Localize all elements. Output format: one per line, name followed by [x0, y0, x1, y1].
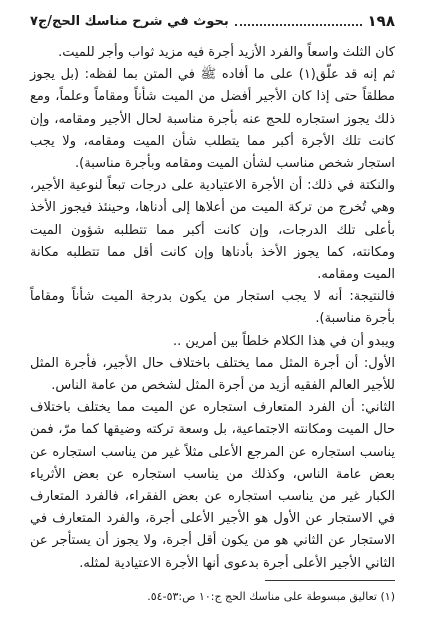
paragraph: كان الثلث واسعاً والفرد الأزيد أجرة فيه مزيد ثواب وأجر للميت.	[58, 45, 395, 60]
paragraph: والنكتة في ذلك: أن الأجرة الاعتيادية على درجات تبعاً لنوعية الأجير، وهي تُخرج من تركة الميت من أعلاها إلى أدناها، وحينئذ فيجوز الأخذ بأعلى تلك الدرجات، وإن كانت أكبر مما تتطلبه شؤون الميت ومكانته، كما يجوز الأخذ بأدناها وإن كانت أقل مما تتطلبه مكانة الميت ومقامه.	[30, 178, 395, 283]
running-title: بحوث في شرح مناسك الحج/ج٧	[30, 13, 229, 29]
paragraph: ثم إنه قد علّق(١) على ما أفاده ﷺ في المتن بما لفظه: (بل يجوز مطلقاً حتى إذا كان الأجير أفضل من الميت شأناً ومقاماً وعلماً، ومع ذلك يجوز استجاره للحج عنه بأجرة مناسبة لحال الأجير ومقامه، وإن كانت تلك الأجرة أكبر مما يتطلب شأن الميت ومقامه، ولا يجب استجار شخص مناسب لشأن الميت ومقامه وبأجرة مناسبة).	[30, 67, 395, 172]
footnote-separator	[265, 580, 395, 581]
paragraph: الأول: أن أجرة المثل مما يختلف باختلاف حال الأجير، فأجرة المثل للأجير العالم الفقيه أزيد من أجرة المثل لشخص من عامة الناس.	[30, 355, 395, 394]
paragraph: ويبدو أن في هذا الكلام خلطاً بين أمرين ..	[173, 333, 395, 349]
header-dotted-leader	[235, 16, 362, 26]
body-text	[30, 42, 395, 575]
page-header	[30, 10, 395, 32]
paragraph: فالنتيجة: أنه لا يجب استجار من يكون بدرجة الميت شأناً ومقاماً بأجرة مناسبة).	[30, 289, 395, 327]
footnote: (١) تعاليق مبسوطة على مناسك الحج ج:١٠ ص:٥٣-٥٤.	[147, 590, 395, 603]
paragraph: الثاني: أن الفرد المتعارف استجاره عن الميت مما يختلف باختلاف حال الميت ومكانته الاجتماعية، بل وسعة تركته وضيقها كما مرّ، فمن يناسب استجاره عن المرجع الأعلى مثلاً غير من يناسب استجاره عن بعض عامة الناس، وكذلك من يناسب استجاره عن بعض الأثرياء الكبار غير من يناسب استجاره عن بعض الفقراء، فالفرد المتعارف في الاستجار عن الأول هو الأجير الأعلى أجرة، والفرد المتعارف في الاستجار عن الثاني هو من يكون أقل أجرة، ولا يجوز أن يستأجر عن الثاني الأجير الأعلى أجرة بدعوى أنها الأجرة الاعتيادية لمثله.	[30, 400, 395, 571]
page-number: ١٩٨	[367, 12, 395, 30]
